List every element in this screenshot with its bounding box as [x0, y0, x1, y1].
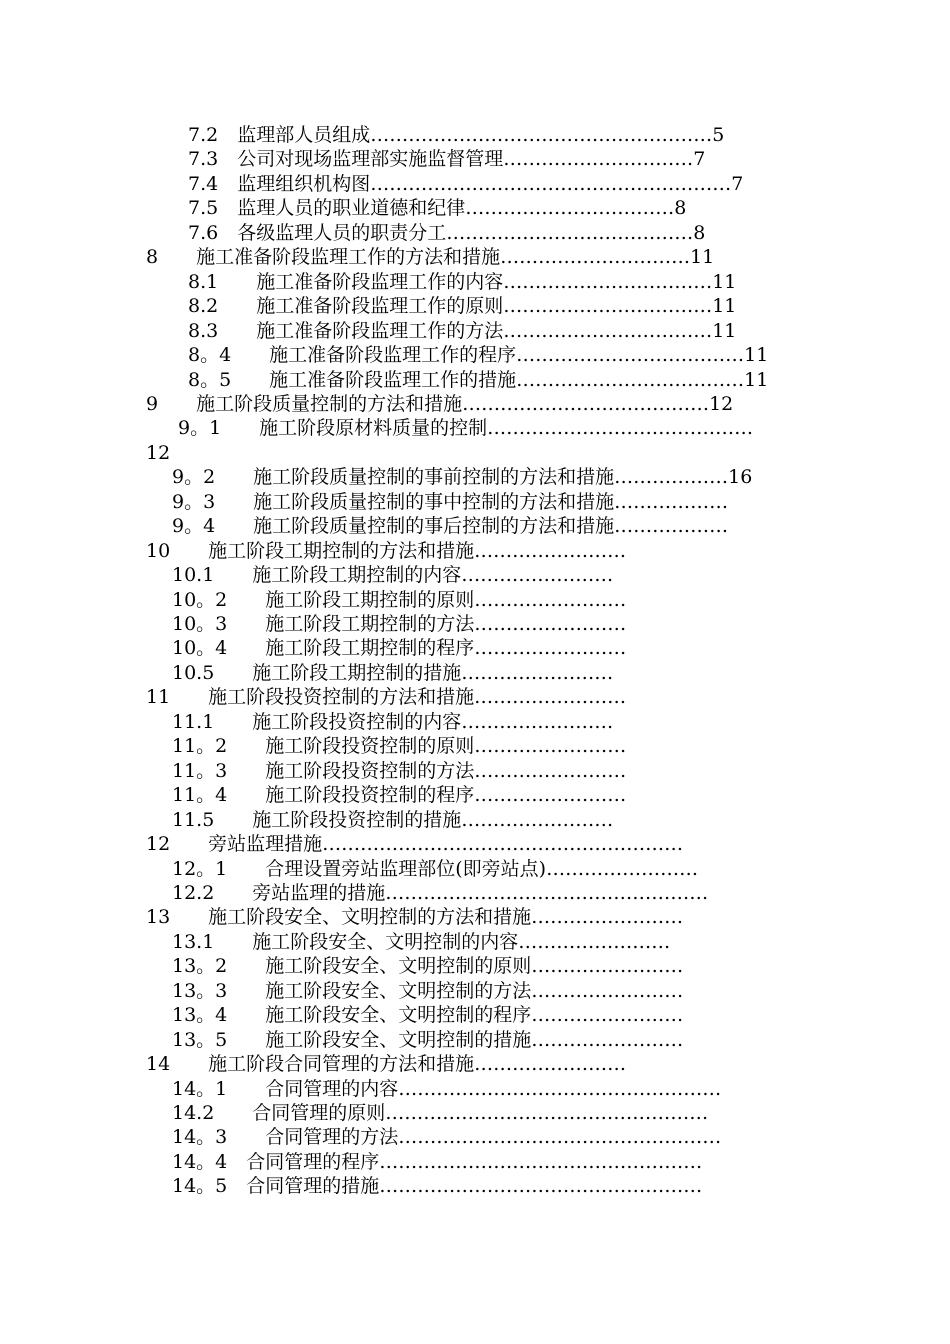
- toc-section-entry: 11。3 施工阶段投资控制的方法……………………: [172, 760, 627, 782]
- toc-section-entry: 10.5 施工阶段工期控制的措施……………………: [172, 662, 614, 684]
- toc-section-entry: 10。2 施工阶段工期控制的原则……………………: [172, 589, 627, 611]
- toc-section-entry: 13。5 施工阶段安全、文明控制的措施……………………: [172, 1029, 684, 1051]
- toc-section-entry: 14。5 合同管理的措施……………………………………………: [172, 1175, 703, 1197]
- toc-section-entry: 11。4 施工阶段投资控制的程序……………………: [172, 784, 627, 806]
- toc-chapter-entry: 11 施工阶段投资控制的方法和措施……………………: [146, 686, 627, 708]
- toc-chapter-entry: 9 施工阶段质量控制的方法和措施…………………………………12: [146, 393, 734, 415]
- toc-section-entry: 7.4 监理组织机构图…………………………………………………7: [188, 173, 744, 195]
- toc-section-entry: 14.2 合同管理的原则……………………………………………: [172, 1102, 709, 1124]
- toc-section-entry: 14。1 合同管理的内容……………………………………………: [172, 1078, 722, 1100]
- toc-section-entry: 11.1 施工阶段投资控制的内容……………………: [172, 711, 614, 733]
- toc-section-entry: 10.1 施工阶段工期控制的内容……………………: [172, 564, 614, 586]
- toc-chapter-entry: 10 施工阶段工期控制的方法和措施……………………: [146, 540, 627, 562]
- toc-section-entry: 7.5 监理人员的职业道德和纪律……………………………8: [188, 197, 687, 219]
- toc-section-entry: 13。4 施工阶段安全、文明控制的程序……………………: [172, 1004, 684, 1026]
- toc-section-entry: 8.2 施工准备阶段监理工作的原则……………………………11: [188, 295, 737, 317]
- toc-section-entry: 11.5 施工阶段投资控制的措施……………………: [172, 809, 614, 831]
- toc-chapter-entry: 8 施工准备阶段监理工作的方法和措施…………………………11: [146, 246, 715, 268]
- toc-section-entry: 9。2 施工阶段质量控制的事前控制的方法和措施………………16: [172, 466, 753, 488]
- toc-section-entry: 12.2 旁站监理的措施……………………………………………: [172, 882, 709, 904]
- toc-section-entry: 8。5 施工准备阶段监理工作的措施………………………………11: [188, 369, 769, 391]
- toc-section-entry: 10。3 施工阶段工期控制的方法……………………: [172, 613, 627, 635]
- toc-chapter-entry: 12 旁站监理措施…………………………………………………: [146, 833, 684, 855]
- toc-section-entry: 10。4 施工阶段工期控制的程序……………………: [172, 637, 627, 659]
- toc-section-entry: 14。3 合同管理的方法……………………………………………: [172, 1126, 722, 1148]
- toc-section-entry: 12。1 合理设置旁站监理部位(即旁站点)……………………: [172, 858, 699, 880]
- toc-section-entry: 11。2 施工阶段投资控制的原则……………………: [172, 735, 627, 757]
- toc-section-entry: 9。4 施工阶段质量控制的事后控制的方法和措施………………: [172, 515, 729, 537]
- toc-section-entry: 14。4 合同管理的程序……………………………………………: [172, 1151, 703, 1173]
- toc-chapter-entry: 14 施工阶段合同管理的方法和措施……………………: [146, 1053, 627, 1075]
- toc-section-entry: 7.2 监理部人员组成………………………………………………5: [188, 124, 725, 146]
- toc-page-number: 12: [146, 442, 171, 464]
- toc-section-entry: 8.1 施工准备阶段监理工作的内容……………………………11: [188, 271, 737, 293]
- toc-section-entry: 7.3 公司对现场监理部实施监督管理…………………………7: [188, 148, 706, 170]
- toc-section-entry: 9。1 施工阶段原材料质量的控制……………………………………: [178, 417, 754, 439]
- toc-section-entry: 13.1 施工阶段安全、文明控制的内容……………………: [172, 931, 671, 953]
- toc-section-entry: 8。4 施工准备阶段监理工作的程序………………………………11: [188, 344, 769, 366]
- toc-section-entry: 8.3 施工准备阶段监理工作的方法……………………………11: [188, 320, 737, 342]
- toc-section-entry: 9。3 施工阶段质量控制的事中控制的方法和措施………………: [172, 491, 729, 513]
- toc-section-entry: 7.6 各级监理人员的职责分工…………………………………8: [188, 222, 706, 244]
- toc-chapter-entry: 13 施工阶段安全、文明控制的方法和措施……………………: [146, 906, 684, 928]
- toc-section-entry: 13。2 施工阶段安全、文明控制的原则……………………: [172, 955, 684, 977]
- toc-section-entry: 13。3 施工阶段安全、文明控制的方法……………………: [172, 980, 684, 1002]
